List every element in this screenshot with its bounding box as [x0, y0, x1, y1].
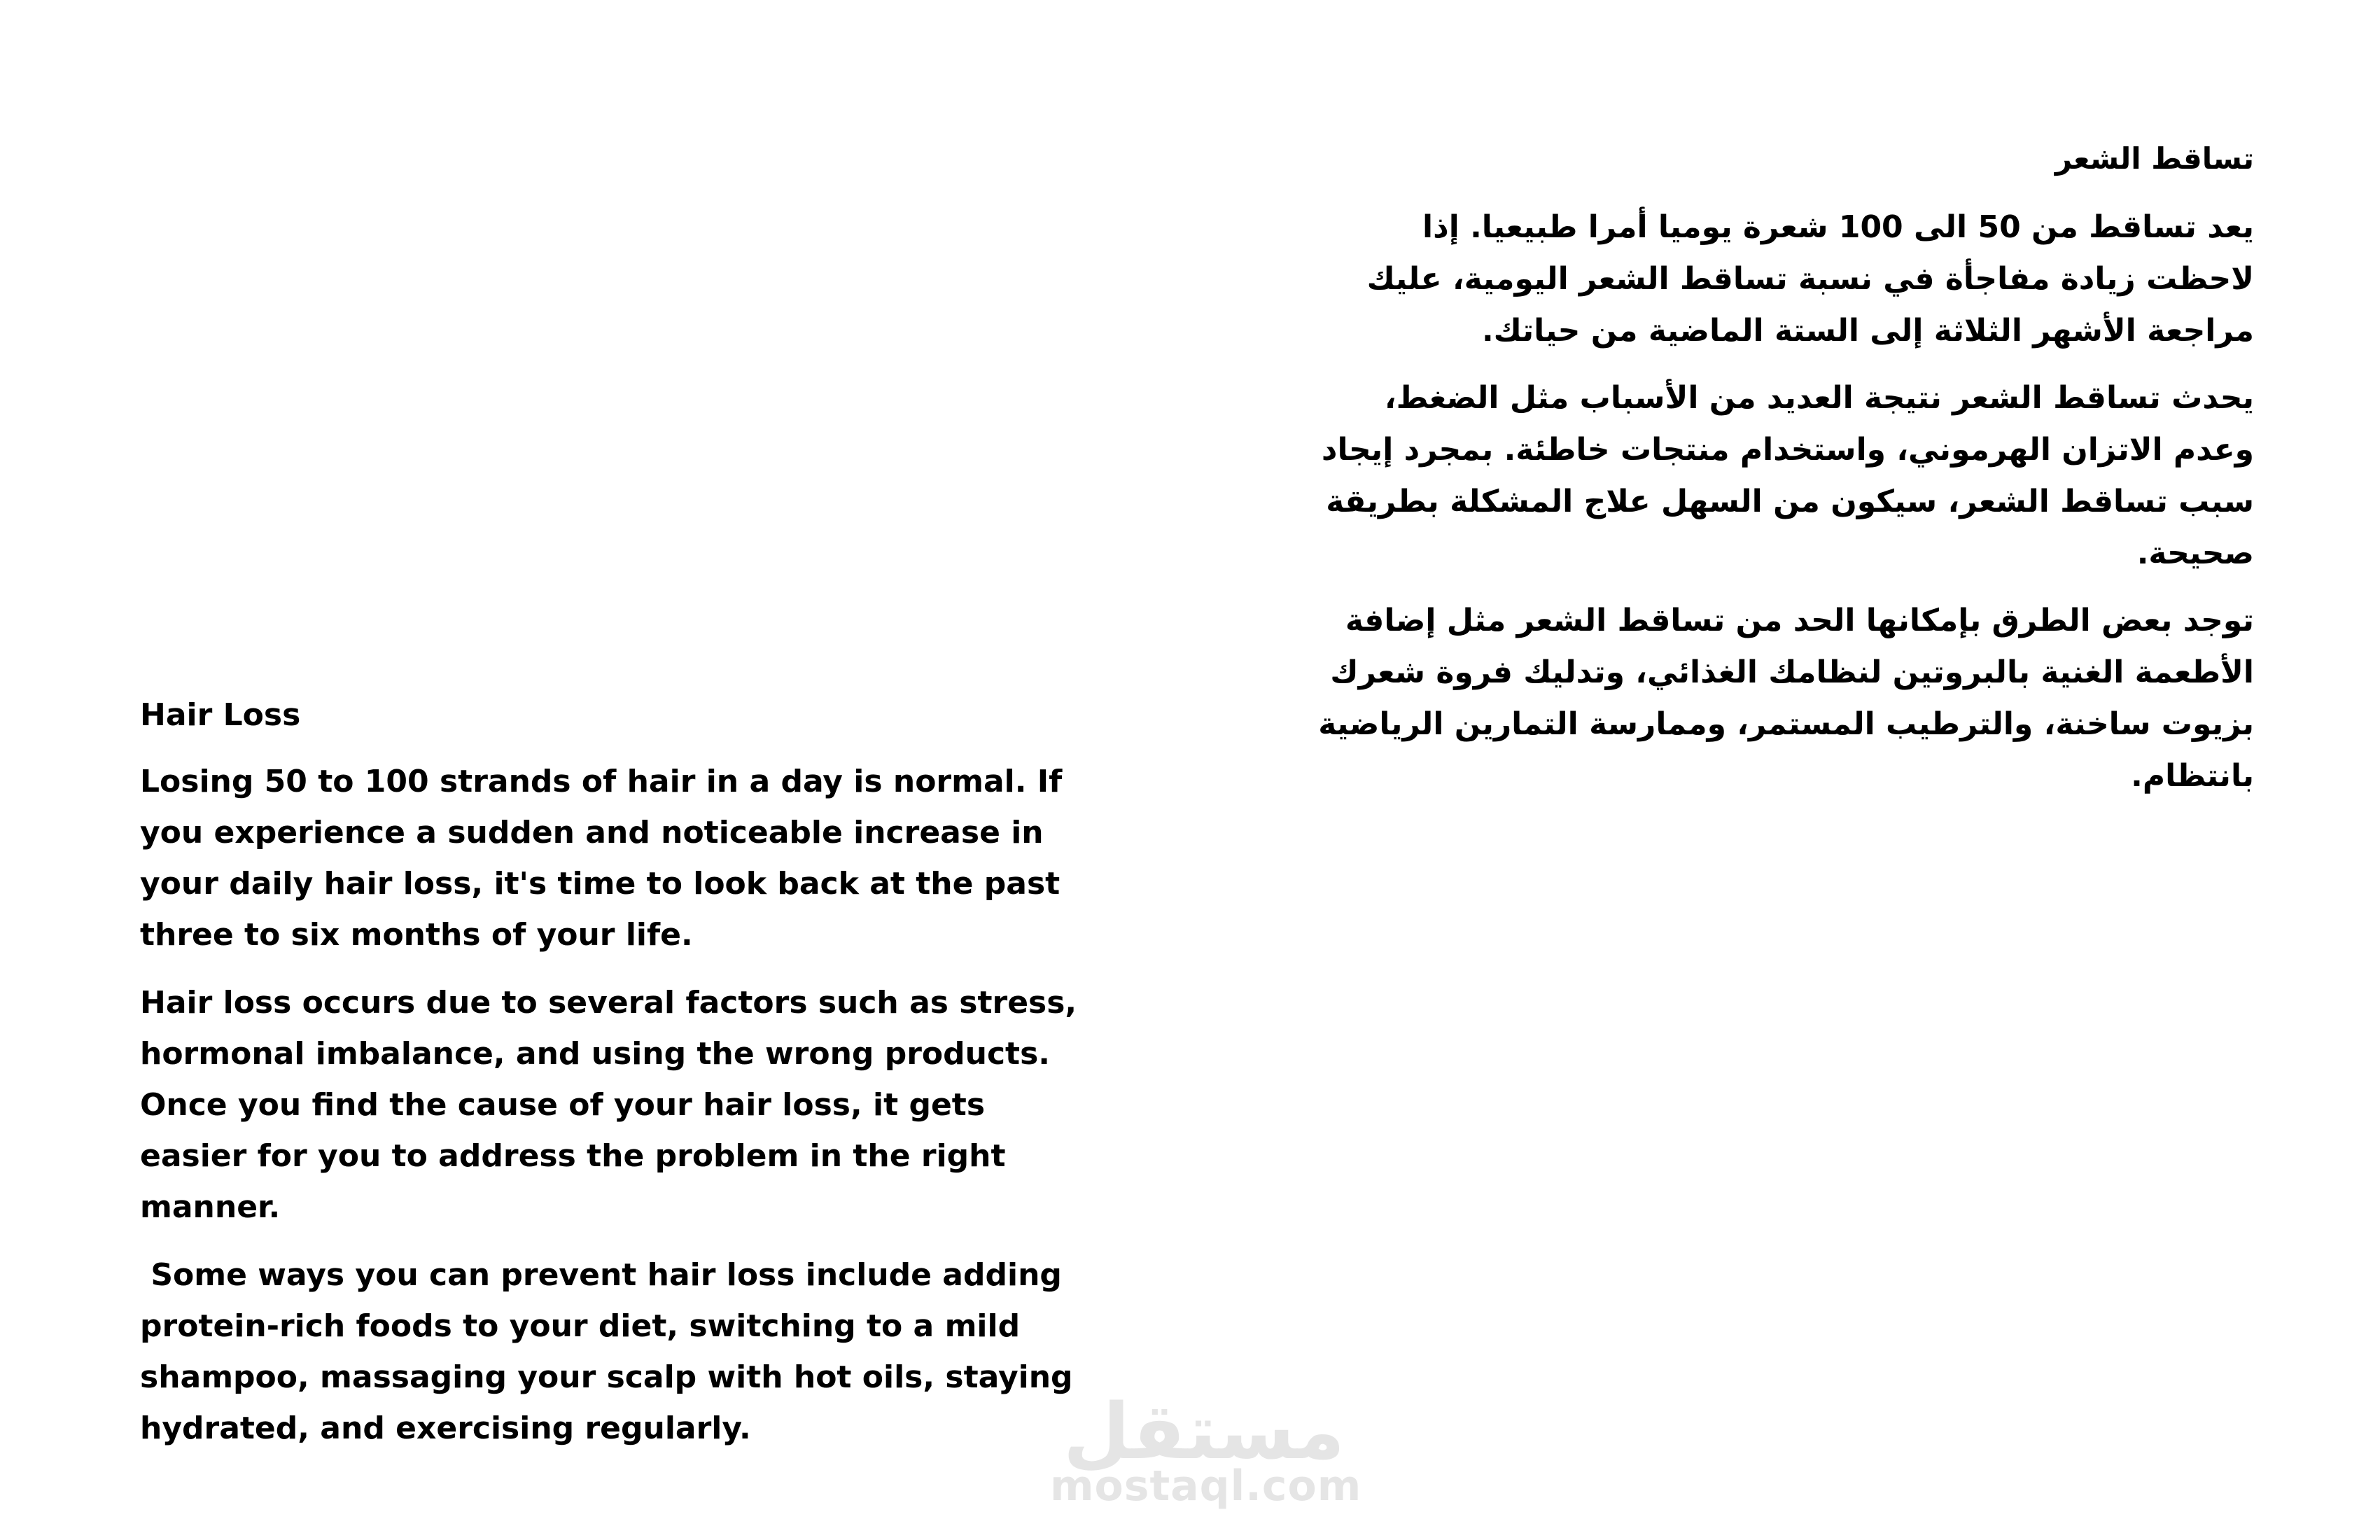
arabic-paragraph-2: يحدث تساقط الشعر نتيجة العديد من الأسباب مثل الضغط، وعدم الاتزان الهرموني، واستخدام منتجات خاطئة. بمجرد إيجاد سبب تساقط الشعر، سيكون من السهل علاج المشكلة بطريقة صحيحة.: [1321, 380, 2254, 571]
english-paragraph-2: Hair loss occurs due to several factors such as stress, hormonal imbalance, and using the wrong products. Once you find the cause of your hair loss, it gets easier for you to address the problem in the right manner.: [140, 985, 1088, 1225]
watermark-arabic-text: مستقل: [1063, 1387, 1345, 1476]
watermark-latin-text: mostaql.com: [1050, 1462, 1362, 1511]
english-title: Hair Loss: [140, 697, 301, 733]
english-article: [140, 690, 1092, 1471]
english-paragraph-1: Losing 50 to 100 strands of hair in a day is normal. If you experience a sudden and noticeable increase in your daily hair loss, it's time to look back at the past three to six months of your life.: [140, 764, 1073, 953]
arabic-article: [1316, 133, 2254, 818]
mostaql-watermark: [1050, 1387, 1362, 1530]
english-paragraph-3: Some ways you can prevent hair loss include adding protein-rich foods to your diet, switching to a mild shampoo, massaging your scalp with hot oils, staying hydrated, and exercising regularly.: [140, 1257, 1084, 1446]
arabic-title: تساقط الشعر: [2054, 141, 2254, 176]
arabic-paragraph-3: توجد بعض الطرق بإمكانها الحد من تساقط الشعر مثل إضافة الأطعمة الغنية بالبروتين لنظامك الغذائي، وتدليك فروة شعرك بزيوت ساخنة، والترطيب المستمر، وممارسة التمارين الرياضية بانتظام.: [1318, 603, 2254, 794]
arabic-paragraph-1: يعد تساقط من 50 الى 100 شعرة يوميا أمرا طبيعيا. إذا لاحظت زيادة مفاجأة في نسبة تساقط الشعر اليومية، عليك مراجعة الأشهر الثلاثة إلى الستة الماضية من حياتك.: [1366, 209, 2254, 349]
